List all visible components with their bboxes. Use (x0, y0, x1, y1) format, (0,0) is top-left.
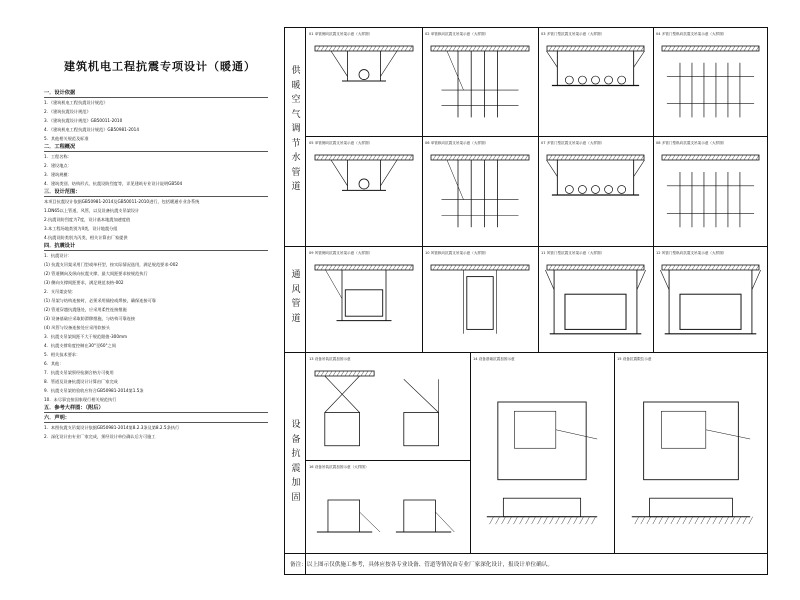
detail-drawing (617, 365, 765, 550)
section-item: 1．《建筑机电工程抗震设计规范》 (44, 100, 108, 105)
section-item: 2．深化设计由专业厂家完成，须经设计单位确认后方可施工 (44, 434, 156, 439)
group-divider-2 (284, 352, 768, 353)
grid-column-line (422, 246, 423, 352)
section-item: 5．其他相关规范及标准 (44, 136, 89, 141)
detail-caption: 14 设备基础抗震加固示意 (473, 357, 515, 361)
grid-column-line (470, 352, 471, 553)
grid-column-line (538, 27, 539, 136)
detail-drawing (309, 365, 467, 460)
detail-caption: 01 单管侧向抗震支吊架示意（大样图） (309, 32, 373, 36)
section-rule (44, 196, 268, 197)
group-label-air: 通 风 管 道 (291, 270, 301, 324)
detail-drawing (541, 149, 650, 241)
detail-drawing (656, 149, 765, 241)
group-divider-1 (284, 246, 768, 247)
grid-column-line (653, 27, 654, 136)
note-divider (284, 553, 768, 554)
detail-caption: 04 多管门型纵向抗震支吊架示意（大样图） (656, 32, 727, 36)
detail-drawing (309, 40, 419, 131)
group-label-water: 供 暖 空 气 调 节 水 管 道 (291, 66, 301, 192)
section-rule (44, 97, 268, 98)
detail-caption: 09 风管侧向抗震支吊架示意（大样图） (309, 251, 373, 255)
section-item: 3．《建筑抗震设计规范》GB50011-2010 (44, 118, 123, 123)
detail-caption: 08 多管门型纵向抗震支吊架示意（大样图） (656, 141, 727, 145)
detail-drawing (425, 149, 535, 241)
section-item: (2) 管道穿越抗震缝处，应采用柔性连接措施 (44, 307, 127, 312)
detail-drawing (309, 259, 419, 347)
section-item: 3．抗震支吊架间距不大于规范限值-300mm (44, 334, 128, 339)
section-item: (4) 风管与设备连接处应采用软接头 (44, 325, 110, 330)
section-rule (44, 151, 268, 152)
footer-note: 备注：以上图示仅供施工参考，具体应按各专业设备、管道等情况由专业厂家深化设计，报设计单位确认。 (290, 562, 553, 568)
section-heading: 六．声明： (44, 415, 70, 421)
section-rule (44, 412, 268, 413)
section-rule (44, 250, 268, 251)
detail-drawing (425, 40, 535, 131)
section-item: 10．未尽事宜按国家现行相关规范执行 (44, 397, 117, 402)
section-item: (3) 设备基础应采取防滑移措施，与结构可靠连接 (44, 316, 136, 321)
grid-row-line (305, 136, 768, 137)
section-heading: 二．工程概况 (44, 144, 76, 150)
section-item: (3) 侧向支撑间距要求，满足规范表格-002 (44, 280, 124, 285)
detail-caption: 13 设备吊装抗震加固示意 (309, 357, 351, 361)
detail-drawing (541, 40, 650, 131)
section-item: 1．抗震设计： (44, 253, 72, 258)
detail-drawing (473, 365, 611, 550)
detail-caption: 03 多管门型抗震支吊架示意（大样图） (541, 32, 605, 36)
section-item: 2．建设地点： (44, 163, 72, 168)
section-item: 4．《建筑机电工程抗震设计规范》GB50981-2014 (44, 127, 139, 132)
section-item: 4．建筑类别、结构形式、抗震设防烈度等，详见建筑专业设计说明GB504 (44, 181, 183, 186)
section-item: (2) 管道侧向及纵向抗震支撑，最大间距要求按规范执行 (44, 271, 148, 276)
page-title: 建筑机电工程抗震专项设计（暖通） (64, 60, 256, 73)
detail-caption: 02 单管纵向抗震支吊架示意（大样图） (425, 32, 489, 36)
section-heading: 一．设计依据 (44, 90, 76, 96)
detail-caption: 06 单管纵向抗震支吊架示意（大样图） (425, 141, 489, 145)
grid-column-line (538, 136, 539, 246)
section-item: 7．抗震支吊架须经检测合格方可使用 (44, 370, 114, 375)
detail-drawing (656, 259, 765, 347)
grid-column-line (422, 136, 423, 246)
detail-drawing (656, 40, 765, 131)
detail-caption: 05 单管侧向抗震支吊架示意（大样图） (309, 141, 373, 145)
section-item: 1．工程名称： (44, 154, 72, 159)
section-item: 2．支吊架安装： (44, 289, 76, 294)
detail-caption: 11 风管门型抗震支吊架示意（大样图） (541, 251, 605, 255)
section-item: 5．相关技术要求： (44, 352, 81, 357)
detail-caption: 10 风管纵向抗震支吊架示意（大样图） (425, 251, 489, 255)
detail-drawing (541, 259, 650, 347)
detail-caption: 15 设备抗震限位示意 (617, 357, 652, 361)
section-item: (1) 吊架与结构连接时，必须采用锚栓或焊接，确保连接可靠 (44, 298, 156, 303)
section-item: (1) 抗震支吊架采用门型或单杆型，按实际情况选用，满足规范要求-002 (44, 262, 179, 267)
section-item: 3.本工程场地类别为II类，设计地震分组 (44, 226, 118, 231)
section-heading: 三．设计范围： (44, 189, 81, 195)
section-item: 9．抗震支吊架的验收应符合GB50981-2014第1.5条 (44, 388, 144, 393)
design-notes (44, 88, 268, 443)
section-item: 8．管道及设备抗震设计计算由厂家完成 (44, 379, 118, 384)
section-item: 2.抗震设防烈度为7度，设计基本地震加速度值 (44, 217, 131, 222)
section-item: 4.抗震设防类别为丙类，相关计算由厂家提供 (44, 235, 128, 240)
grid-column-line (653, 246, 654, 352)
detail-drawing (309, 149, 419, 241)
section-item: 6．其他： (44, 361, 64, 366)
section-item: 1．本图抗震支吊架设计依据GB50981-2014第8.2.3条及第8.2.5条执行 (44, 425, 180, 430)
section-item: 1.DN65以上管道，风管，以及设备抗震支吊架设计 (44, 208, 140, 213)
grid-column-line (422, 27, 423, 136)
section-heading: 四．抗震设计 (44, 243, 76, 249)
group-label-equipment: 设 备 抗 震 加 固 (291, 420, 301, 503)
detail-caption: 12 风管门型纵向抗震支吊架示意（大样图） (656, 251, 727, 255)
detail-caption: 07 多管门型抗震支吊架示意（大样图） (541, 141, 605, 145)
detail-drawing (309, 472, 467, 552)
detail-drawing (425, 259, 535, 347)
section-item: 2．《建筑抗震设计规范》 (44, 109, 91, 114)
grid-column-line (653, 136, 654, 246)
grid-row-line (306, 460, 470, 461)
section-rule (44, 422, 268, 423)
section-heading: 五．参考大样图：（附后） (44, 405, 104, 411)
section-item: 4．抗震支撑角度控制在30°至60°之间 (44, 343, 116, 348)
grid-column-line (614, 352, 615, 553)
detail-caption: 16 设备吊装抗震加固示意（大样图） (309, 465, 369, 469)
grid-column-line (538, 246, 539, 352)
section-item: 3．建筑规模： (44, 172, 72, 177)
section-item: 本项目抗震设计依据GB50981-2014及GB50011-2010进行，包括暖通专业各系统 (44, 199, 200, 204)
